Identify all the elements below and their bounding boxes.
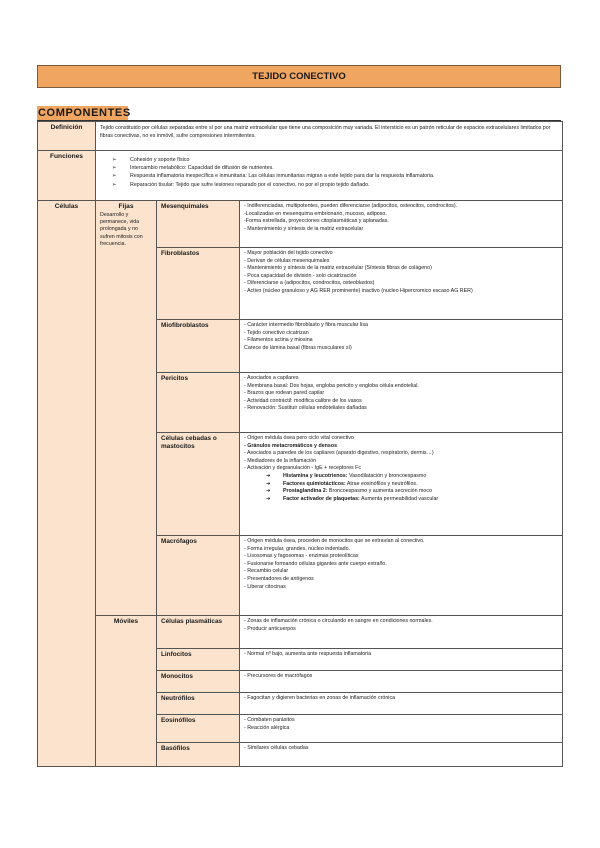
- funciones-item: ➢ Cohesión y soporte físico: [112, 157, 190, 163]
- cell-description: - Asociados a capilares - Membrana basal: Dos hojas, engloba pericito y engloba célula endotelial. - Brazos que rodean pared capilar - Actividad contráctil: modifica calibre de los vasos - Renovación: Sustituir células endoteliales dañadas: [240, 373, 563, 433]
- arrow-right-icon: ➔: [266, 480, 271, 487]
- bullet-arrow-icon: ➢: [112, 157, 117, 163]
- fijas-label: Fijas: [118, 203, 134, 210]
- cell-name: Monocitos: [157, 671, 240, 693]
- section-heading: COMPONENTES: [38, 107, 131, 119]
- cell-name: Fibroblastos: [157, 248, 240, 320]
- definicion-text: Tejido constituido por células separadas entre sí por una matriz extracelular que tiene una composición muy variada. El intersticio es un patrón reticular de espacios extracelulares limitados por fibras conectivas, no es inmóvil, sufre compresiones intermitentes.: [96, 122, 563, 151]
- arrow-right-icon: ➔: [266, 495, 271, 502]
- cell-row-plasmaticas: [38, 616, 563, 649]
- cell-name: Mesenquimales: [157, 201, 240, 248]
- definicion-row: [38, 122, 563, 151]
- cell-row-mesenquimales: [38, 201, 563, 248]
- cell-name: Macrófagos: [157, 536, 240, 616]
- mediator-item: ➔ Histamina y leucotrienos: Vasodilatación y broncoespasmo: [266, 472, 427, 479]
- document-title: TEJIDO CONECTIVO: [37, 65, 561, 88]
- funciones-item: ➢ Respuesta inflamatoria inespecífica e inmunitaria: Las células inmunitarias migran a este tejido para dar la respuesta inflamatoria.: [112, 173, 435, 180]
- mediator-item: ➔ Prostaglandina 2: Broncoespasmo y aumenta secreción moco: [266, 488, 432, 495]
- mediator-item: ➔ Factor activador de plaquetas: Aumenta permeabilidad vascular: [266, 495, 439, 502]
- cell-description: - Normal nº bajo, aumenta ante respuesta inflamatoria: [240, 649, 563, 671]
- funciones-label: Funciones: [38, 151, 96, 201]
- funciones-list: [96, 151, 563, 201]
- cell-name: Pericitos: [157, 373, 240, 433]
- cell-description: - Origen médula ósea, proceden de monocitos que se extravían al conectivo. - Forma irregular, grandes, núcleo indentado. - Lisosomas y fagosomas - enzimas proteolíticas - Fusionarse formando células gigantes ante cuerpo extraño. - Recambio celular - Presentadores de antígenos - Liberar citocinas: [240, 536, 563, 616]
- cell-description: - Similares células cebadas: [240, 743, 563, 767]
- bullet-arrow-icon: ➢: [112, 165, 117, 172]
- cell-description: - Fagocitan y digieren bacterias en zonas de inflamación crónica: [240, 693, 563, 715]
- funciones-row: [38, 151, 563, 201]
- funciones-item: ➢ Intercambio metabólico: Capacidad de difusión de nutrientes.: [112, 165, 274, 172]
- cell-name: Miofibroblastos: [157, 320, 240, 373]
- components-table: [37, 121, 563, 767]
- moviles-label: Móviles: [96, 616, 157, 767]
- bullet-arrow-icon: ➢: [112, 173, 117, 180]
- cell-name: Neutrófilos: [157, 693, 240, 715]
- bullet-arrow-icon: ➢: [112, 181, 117, 188]
- cell-name: Células plasmáticas: [157, 616, 240, 649]
- arrow-right-icon: ➔: [266, 488, 271, 495]
- cell-name: Linfocitos: [157, 649, 240, 671]
- cell-description: - Mayor población del tejido conectivo - Derivan de células mesenquimales - Mantenimiento y síntesis de la matriz extracelular (Síntesis fibras de colágeno) - Poca capacidad de división - solo cicatrización - Diferenciarse a (adipocitos, condrocitos, osteoblastos) - Activo (núcleo granuloso y AG RER prominente) inactivo (nucleo Hipercromico escaso AG RER): [240, 248, 563, 320]
- mediator-item: ➔ Factores quimiotácticos: Atrae eosinófilos y neutrófilos.: [266, 480, 418, 487]
- cell-description: - Indiferenciadas, multipotentes, pueden diferenciarse (adipocitos, osteocitos, condrocitos). -Localizadas en mesenquima embrionario, mucoso, adiposo. -Forma estrellada, proyecciones citoplasmáticas y aplanadas. - Mantenimiento y síntesis de la matriz extracelular: [240, 201, 563, 248]
- arrow-right-icon: ➔: [266, 472, 271, 479]
- definicion-label: Definición: [38, 122, 96, 151]
- cell-name: Basófilos: [157, 743, 240, 767]
- cell-name: Células cebadas o mastocitos: [157, 433, 240, 536]
- funciones-item: ➢ Reparación tisular: Tejido que sufre lesiones reparado por el conectivo, no por el propio tejido dañado.: [112, 181, 370, 188]
- cell-description: - Zonas de inflamación crónica o circulando en sangre en condiciones normales. - Producir anticuerpos: [240, 616, 563, 649]
- cell-description: - Precursores de macrófagos: [240, 671, 563, 693]
- fijas-group: [96, 201, 157, 616]
- cell-description: - Combaten parásitos - Reacción alérgica: [240, 715, 563, 743]
- fijas-description: Desarrollo y permanece, vida prolongada y no sufren mitosis con frecuencia.: [100, 211, 143, 248]
- cell-name: Eosinófilos: [157, 715, 240, 743]
- cell-description: - Carácter intermedio fibroblasto y fibra muscular lisa - Tejido conectivo cicatrizan - Filamentos actina y miosina Carece de lámina basal (fibras musculares sí): [240, 320, 563, 373]
- celulas-label: Células: [38, 201, 96, 767]
- cell-description: - Origen médula ósea pero ciclo vital conectivo - Gránulos metacromáticos y densos - Asociados a paredes de los capilares (aparato digestivo, respiratorio, dermis…) - Mediadores de la inflamación - Activación y degranulación - IgE + receptores Fc ➔ Histamina y leucotrienos: Vasodilatación y broncoespasmo ➔ Factores quimiotácticos: Atrae eosinófilos y neutrófilos. ➔ Prostaglandina 2: Broncoespasmo y aumenta secreción moco ➔ Factor activador de plaquetas: Aumenta permeabilidad vascular: [240, 433, 563, 536]
